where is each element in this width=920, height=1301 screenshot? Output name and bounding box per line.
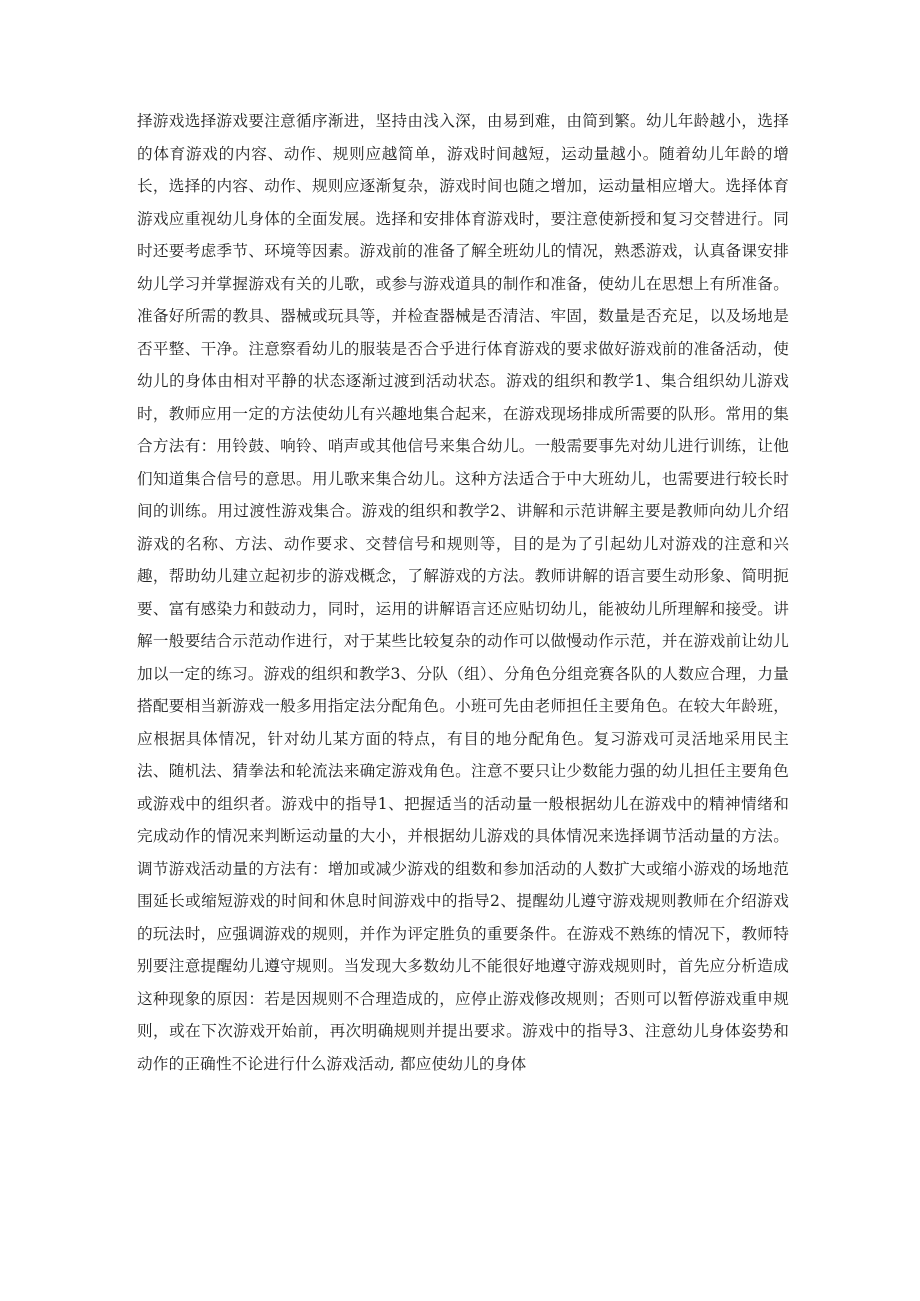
body-paragraph: 择游戏选择游戏要注意循序渐进，坚持由浅入深，由易到难，由简到繁。幼儿年龄越小，选择的体育游戏的内容、动作、规则应越简单，游戏时间越短，运动量越小。随着幼儿年龄的增长，选择的内容、动作、规则应逐渐复杂，游戏时间也随之增加，运动量相应增大。选择体育游戏应重视幼儿身体的全面发展。选择和安排体育游戏时，要注意使新授和复习交替进行。同时还要考虑季节、环境等因素。游戏前的准备了解全班幼儿的情况，熟悉游戏，认真备课安排幼儿学习并掌握游戏有关的儿歌，或参与游戏道具的制作和准备，使幼儿在思想上有所准备。准备好所需的教具、器械或玩具等，并检查器械是否清洁、牢固，数量是否充足，以及场地是否平整、干净。注意察看幼儿的服装是否合乎进行体育游戏的要求做好游戏前的准备活动，使幼儿的身体由相对平静的状态逐渐过渡到活动状态。游戏的组织和教学1、集合组织幼儿游戏时，教师应用一定的方法使幼儿有兴趣地集合起来，在游戏现场排成所需要的队形。常用的集合方法有：用铃鼓、响铃、哨声或其他信号来集合幼儿。一般需要事先对幼儿进行训练，让他们知道集合信号的意思。用儿歌来集合幼儿。这种方法适合于中大班幼儿，也需要进行较长时间的训练。用过渡性游戏集合。游戏的组织和教学2、讲解和示范讲解主要是教师向幼儿介绍游戏的名称、方法、动作要求、交替信号和规则等，目的是为了引起幼儿对游戏的注意和兴趣，帮助幼儿建立起初步的游戏概念，了解游戏的方法。教师讲解的语言要生动形象、简明扼要、富有感染力和鼓动力，同时，运用的讲解语言还应贴切幼儿，能被幼儿所理解和接受。讲解一般要结合示范动作进行，对于某些比较复杂的动作可以做慢动作示范，并在游戏前让幼儿加以一定的练习。游戏的组织和教学3、分队（组）、分角色分组竞赛各队的人数应合理，力量搭配要相当新游戏一般多用指定法分配角色。小班可先由老师担任主要角色。在较大年龄班，应根据具体情况，针对幼儿某方面的特点，有目的地分配角色。复习游戏可灵活地采用民主法、随机法、猜拳法和轮流法来确定游戏角色。注意不要只让少数能力强的幼儿担任主要角色或游戏中的组织者。游戏中的指导1、把握适当的活动量一般根据幼儿在游戏中的精神情绪和完成动作的情况来判断运动量的大小，并根据幼儿游戏的具体情况来选择调节活动量的方法。调节游戏活动量的方法有：增加或减少游戏的组数和参加活动的人数扩大或缩小游戏的场地范围延长或缩短游戏的时间和休息时间游戏中的指导2、提醒幼儿遵守游戏规则教师在介绍游戏的玩法时，应强调游戏的规则，并作为评定胜负的重要条件。在游戏不熟练的情况下，教师特别要注意提醒幼儿遵守规则。当发现大多数幼儿不能很好地遵守游戏规则时，首先应分析造成这种现象的原因：若是因规则不合理造成的，应停止游戏修改规则；否则可以暂停游戏重申规则，或在下次游戏开始前，再次明确规则并提出要求。游戏中的指导3、注意幼儿身体姿势和动作的正确性不论进行什么游戏活动, 都应使幼儿的身体 [137,112,789,1073]
